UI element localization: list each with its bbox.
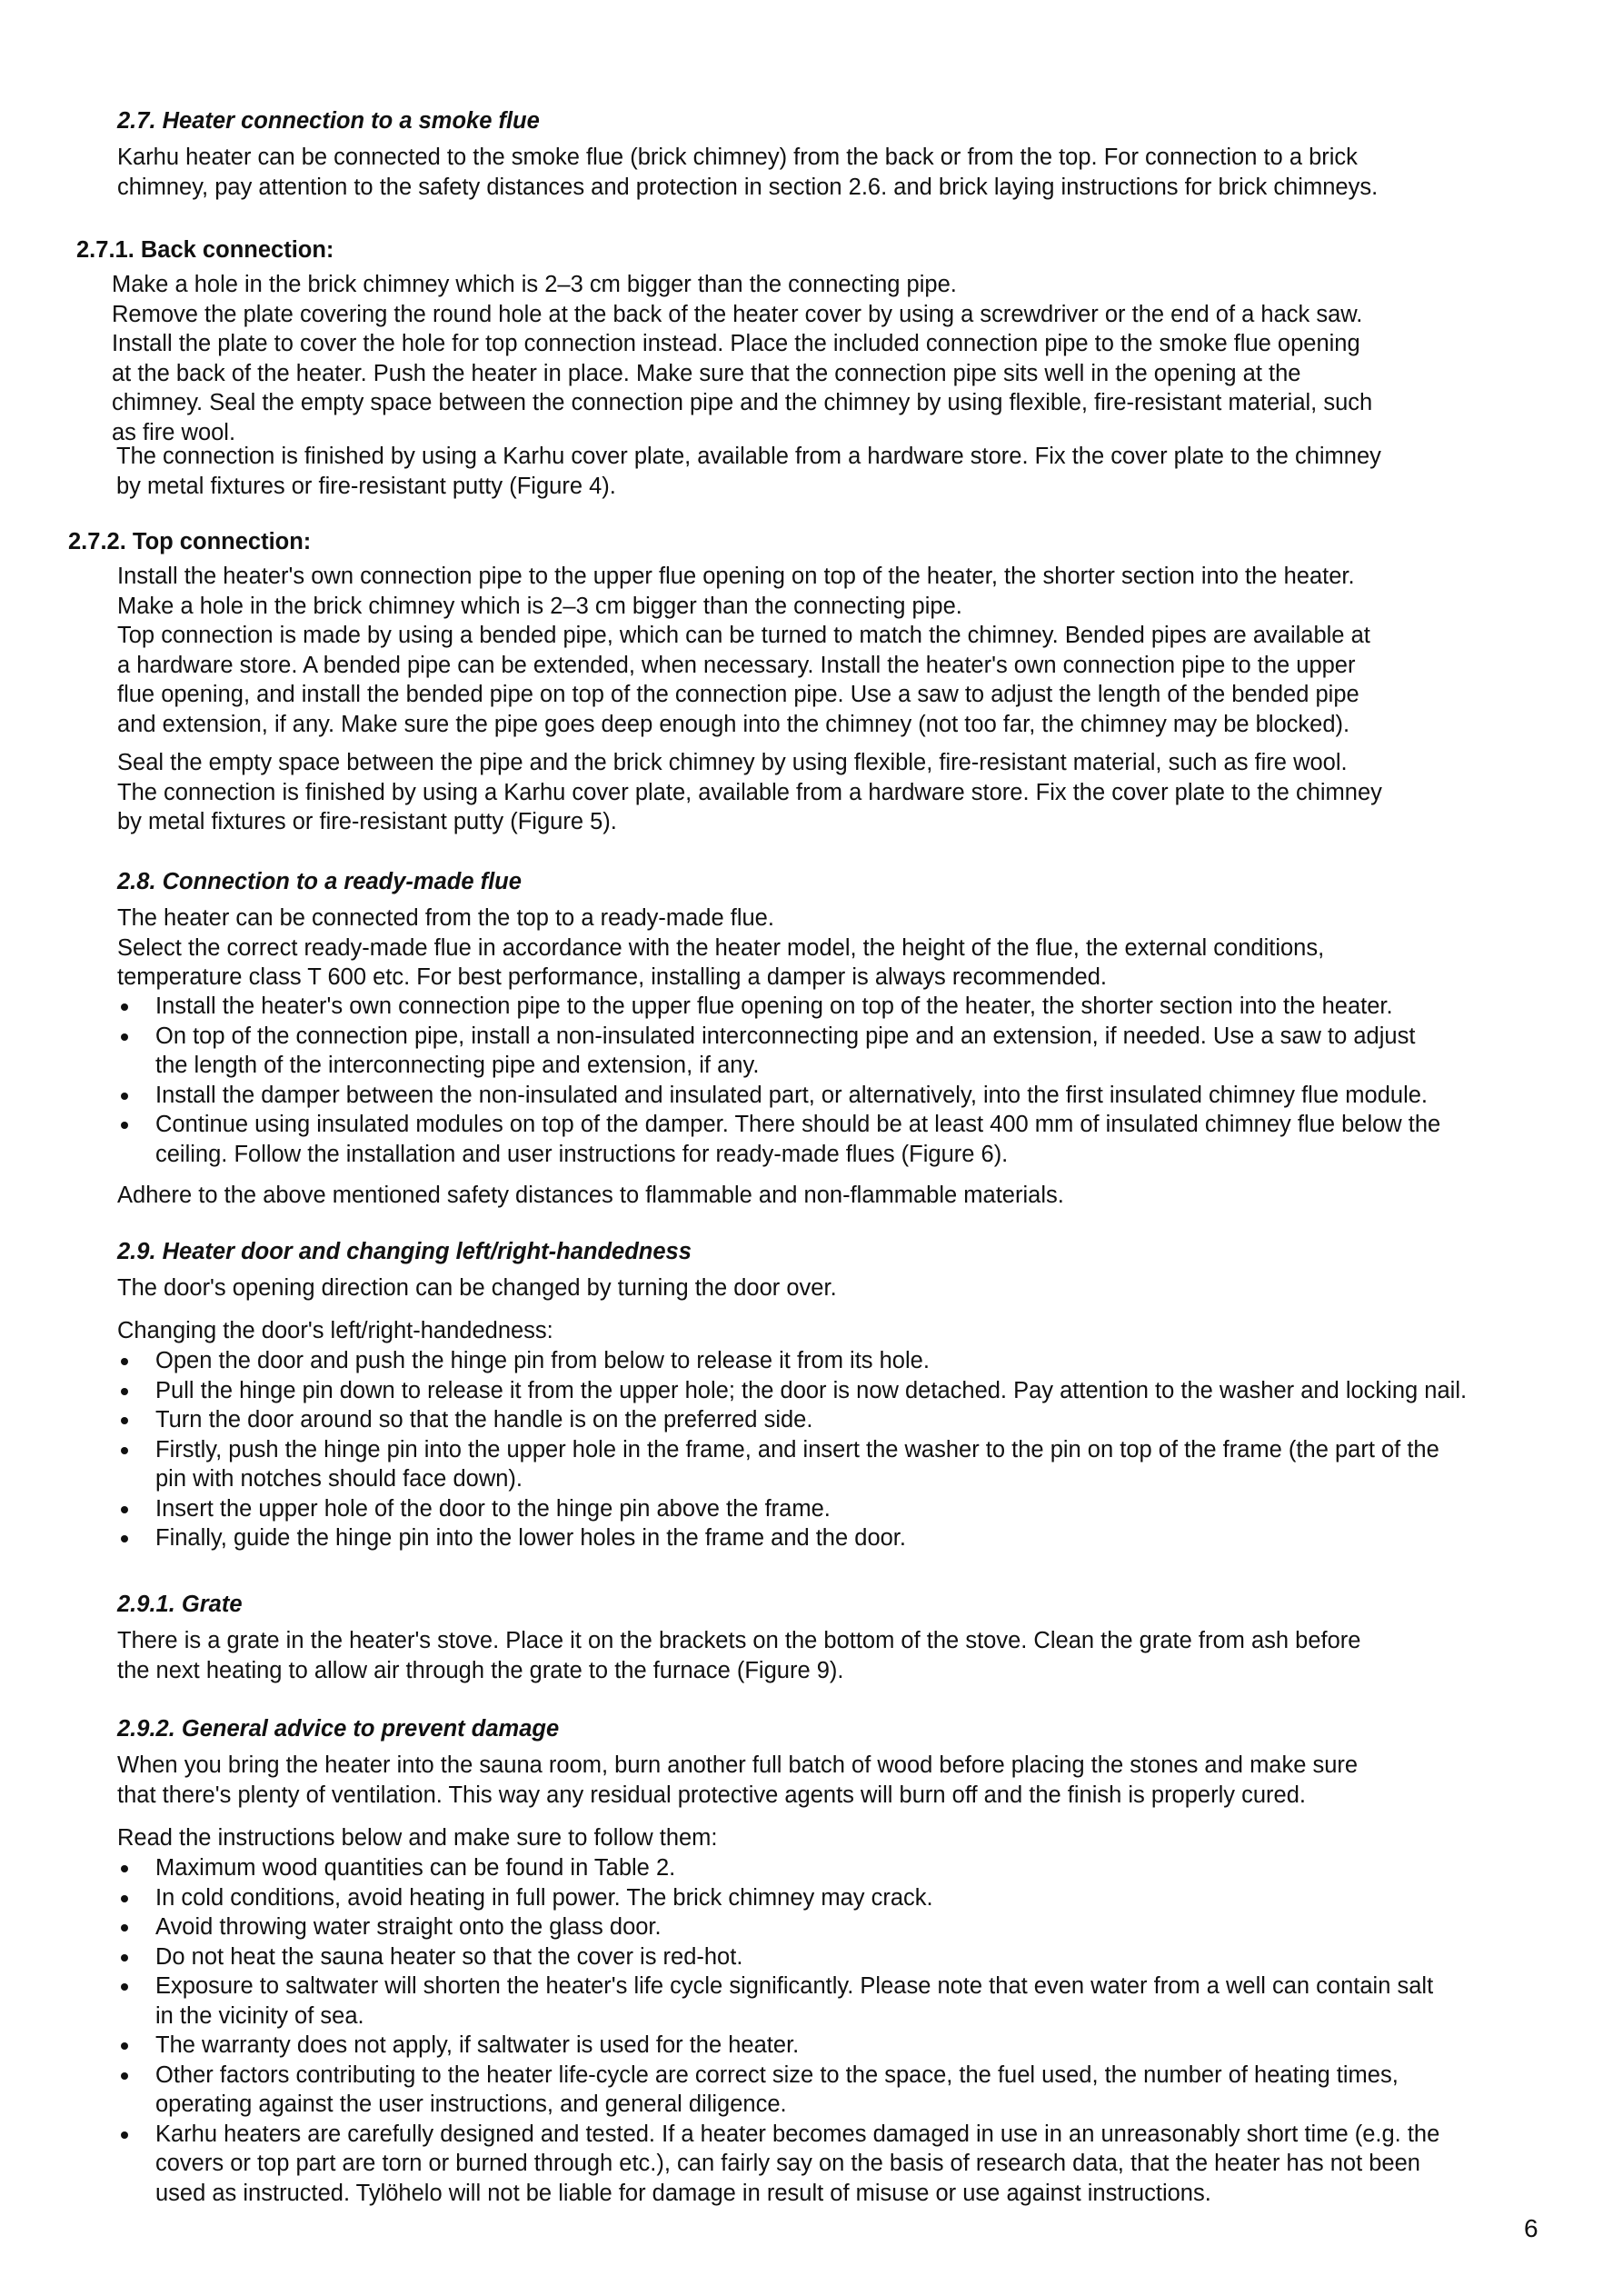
bullet-icon [121, 1954, 128, 1962]
text-line: Select the correct ready-made flue in accordance with the heater model, the height of the flue, the external conditions, [117, 934, 1325, 961]
paragraph-2-7-2-a [117, 562, 1370, 739]
paragraph-2-7-1-b [116, 442, 1381, 501]
text-line: by metal fixtures or fire-resistant putty (Figure 4). [116, 473, 616, 499]
text-line: There is a grate in the heater's stove. Place it on the brackets on the bottom of the stove. Clean the grate from ash before [117, 1628, 1361, 1653]
list-item: Firstly, push the hinge pin into the upper hole in the frame, and insert the washer to the pin on top of the frame (the part of the pin with notches should face down). [117, 1435, 1467, 1494]
list-item: Finally, guide the hinge pin into the lower holes in the frame and the door. [117, 1523, 1467, 1553]
list-item: Do not heat the sauna heater so that the cover is red-hot. [117, 1942, 1439, 1972]
text-line: as fire wool. [112, 419, 236, 445]
heading-2-7-2: 2.7.2. Top connection: [68, 529, 312, 554]
heading-2-7: 2.7. Heater connection to a smoke flue [117, 108, 540, 134]
paragraph-2-9-b [117, 1316, 553, 1346]
paragraph-2-8-a [117, 903, 1324, 993]
text-line: the next heating to allow air through the grate to the furnace (Figure 9). [117, 1657, 844, 1683]
text-line: chimney. Seal the empty space between the connection pipe and the chimney by using flexible, fire-resistant material, such [112, 390, 1373, 415]
list-item: Avoid throwing water straight onto the glass door. [117, 1912, 1439, 1942]
heading-2-9-2: 2.9.2. General advice to prevent damage [117, 1716, 560, 1742]
list-item: Continue using insulated modules on top of the damper. There should be at least 400 mm of insulated chimney flue below the ceiling. Follow the installation and user instructions for ready-made flues (Figure 6). [117, 1110, 1440, 1169]
list-item: Other factors contributing to the heater life-cycle are correct size to the space, the fuel used, the number of heating times, operating against the user instructions, and general diligence. [117, 2061, 1439, 2120]
list-item: Pull the hinge pin down to release it from the upper hole; the door is now detached. Pay attention to the washer and locking nail. [117, 1376, 1467, 1406]
text-line: Changing the door's left/right-handedness: [117, 1318, 553, 1343]
paragraph-2-9-2-b [117, 1823, 718, 1853]
bullet-icon [121, 2042, 128, 2050]
text-line: and extension, if any. Make sure the pipe goes deep enough into the chimney (not too far, the chimney may be blocked). [117, 711, 1350, 737]
text-line: The heater can be connected from the top to a ready-made flue. [117, 905, 774, 931]
text-line: flue opening, and install the bended pipe on top of the connection pipe. Use a saw to adjust the length of the bended pipe [117, 682, 1359, 707]
bullet-icon [121, 1358, 128, 1365]
text-line: Read the instructions below and make sure to follow them: [117, 1825, 718, 1851]
bullet-list-2-8 [117, 992, 1440, 1169]
text-line: Make a hole in the brick chimney which is 2–3 cm bigger than the connecting pipe. [112, 272, 957, 297]
text-line: Adhere to the above mentioned safety distances to flammable and non-flammable materials. [117, 1183, 1064, 1208]
bullet-icon [121, 1417, 128, 1424]
bullet-icon [121, 1003, 128, 1011]
paragraph-2-7-1-a [112, 270, 1372, 447]
text-line: Top connection is made by using a bended pipe, which can be turned to match the chimney. Bended pipes are available at [117, 623, 1370, 648]
bullet-icon [121, 1506, 128, 1513]
text-line: Remove the plate covering the round hole at the back of the heater cover by using a screwdriver or the end of a hack saw. [112, 301, 1363, 327]
bullet-icon [121, 1093, 128, 1100]
bullet-icon [121, 1895, 128, 1902]
page-number: 6 [1524, 2214, 1538, 2242]
text-line: by metal fixtures or fire-resistant putty (Figure 5). [117, 809, 617, 834]
list-item: On top of the connection pipe, install a non-insulated interconnecting pipe and an extension, if needed. Use a saw to adjust the length of the interconnecting pipe and extension, if any. [117, 1022, 1440, 1081]
bullet-icon [121, 1983, 128, 1991]
paragraph-2-7-2-b [117, 748, 1382, 837]
text-line: Seal the empty space between the pipe and the brick chimney by using flexible, fire-resistant material, such as fire wool. [117, 750, 1348, 775]
bullet-icon [121, 1033, 128, 1041]
bullet-icon [121, 2072, 128, 2080]
list-item: Open the door and push the hinge pin from below to release it from its hole. [117, 1346, 1467, 1376]
heading-2-9: 2.9. Heater door and changing left/right-handedness [117, 1239, 692, 1264]
text-line: The connection is finished by using a Karhu cover plate, available from a hardware store. Fix the cover plate to the chimney [117, 779, 1382, 805]
bullet-icon [121, 1865, 128, 1872]
list-item: Exposure to saltwater will shorten the heater's life cycle significantly. Please note that even water from a well can contain salt in the vicinity of sea. [117, 1972, 1439, 2031]
paragraph-2-9-a [117, 1273, 837, 1303]
text-line: chimney, pay attention to the safety distances and protection in section 2.6. and brick laying instructions for brick chimneys. [117, 174, 1379, 200]
text-line: Install the plate to cover the hole for top connection instead. Place the included connection pipe to the smoke flue opening [112, 331, 1360, 356]
text-line: The connection is finished by using a Karhu cover plate, available from a hardware store. Fix the cover plate to the chimney [116, 444, 1381, 469]
text-line: When you bring the heater into the sauna room, burn another full batch of wood before placing the stones and make sure [117, 1752, 1359, 1778]
text-line: The door's opening direction can be changed by turning the door over. [117, 1275, 837, 1301]
heading-2-8: 2.8. Connection to a ready-made flue [117, 869, 522, 894]
list-item: Insert the upper hole of the door to the hinge pin above the frame. [117, 1494, 1467, 1524]
text-line: Install the heater's own connection pipe to the upper flue opening on top of the heater, the shorter section into the heater. [117, 564, 1355, 589]
text-line: a hardware store. A bended pipe can be extended, when necessary. Install the heater's own connection pipe to the upper [117, 652, 1356, 678]
bullet-icon [121, 1924, 128, 1932]
bullet-icon [121, 1535, 128, 1542]
bullet-list-2-9 [117, 1346, 1467, 1553]
list-item: Install the damper between the non-insulated and insulated part, or alternatively, into the first insulated chimney flue module. [117, 1081, 1440, 1111]
heading-2-9-1: 2.9.1. Grate [117, 1592, 243, 1617]
bullet-icon [121, 1122, 128, 1129]
list-item: Maximum wood quantities can be found in Table 2. [117, 1853, 1439, 1883]
text-line: Make a hole in the brick chimney which is 2–3 cm bigger than the connecting pipe. [117, 593, 962, 619]
paragraph-2-8-b [117, 1181, 1064, 1211]
bullet-icon [121, 1447, 128, 1454]
paragraph-2-7 [117, 143, 1378, 202]
bullet-icon [121, 2131, 128, 2139]
text-line: Karhu heater can be connected to the smoke flue (brick chimney) from the back or from the top. For connection to a brick [117, 145, 1358, 170]
bullet-list-2-9-2 [117, 1853, 1439, 2208]
text-line: that there's plenty of ventilation. This way any residual protective agents will burn off and the finish is properly cured. [117, 1782, 1306, 1808]
list-item: Karhu heaters are carefully designed and tested. If a heater becomes damaged in use in an unreasonably short time (e.g. the covers or top part are torn or burned through etc.), can fairly say on the basis of research data, that the heater has not been used as instructed. Tylöhelo will not be liable for damage in result of misuse or use against instructions. [117, 2120, 1439, 2209]
list-item: The warranty does not apply, if saltwater is used for the heater. [117, 2031, 1439, 2061]
paragraph-2-9-1 [117, 1626, 1360, 1685]
heading-2-7-1: 2.7.1. Back connection: [76, 237, 334, 263]
paragraph-2-9-2-a [117, 1751, 1358, 1810]
list-item: Install the heater's own connection pipe to the upper flue opening on top of the heater, the shorter section into the heater. [117, 992, 1440, 1022]
text-line: at the back of the heater. Push the heater in place. Make sure that the connection pipe sits well in the opening at the [112, 360, 1301, 386]
list-item: In cold conditions, avoid heating in full power. The brick chimney may crack. [117, 1883, 1439, 1913]
list-item: Turn the door around so that the handle is on the preferred side. [117, 1405, 1467, 1435]
text-line: temperature class T 600 etc. For best performance, installing a damper is always recommended. [117, 964, 1107, 990]
bullet-icon [121, 1388, 128, 1395]
